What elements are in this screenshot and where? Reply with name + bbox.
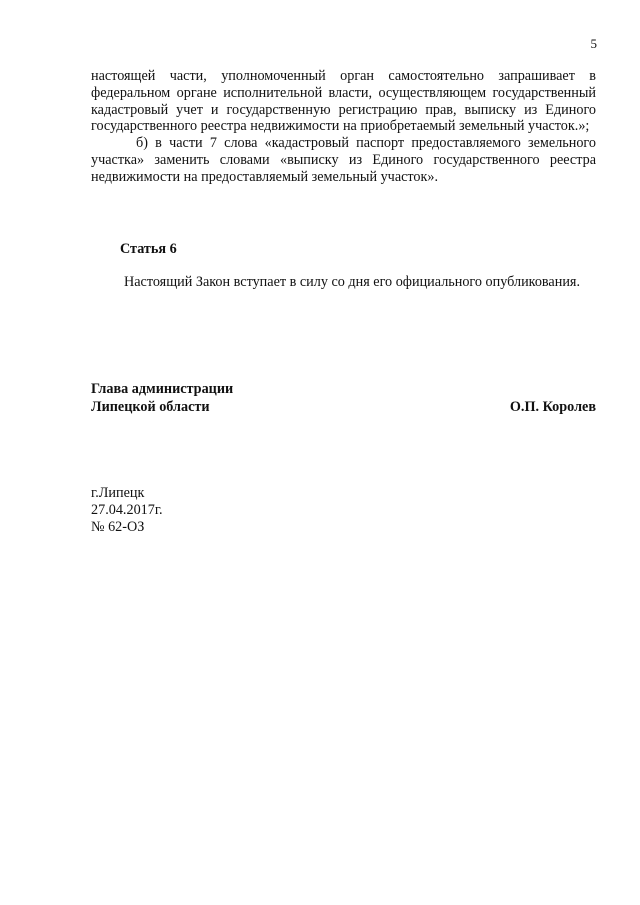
place-date-block bbox=[91, 485, 163, 536]
signature-block bbox=[91, 381, 596, 416]
document-number: № 62-ОЗ bbox=[91, 519, 145, 535]
place-city: г.Липецк bbox=[91, 485, 145, 501]
signature-name: О.П. Королев bbox=[509, 398, 596, 415]
document-date: 27.04.2017г. bbox=[91, 502, 163, 518]
article-body: Настоящий Закон вступает в силу со дня его официального опубликования. bbox=[124, 274, 580, 290]
continuation-paragraph: настоящей части, уполномоченный орган самостоятельно запрашивает в федеральном органе исполнительной власти, осуществляющем государственный кадастровый учет и государственную регистрацию прав, выписку из Единого государственного реестра недвижимости на приобретаемый земельный участок.»; bbox=[91, 68, 596, 135]
page-number: 5 bbox=[590, 36, 597, 51]
item-b-paragraph: б) в части 7 слова «кадастровый паспорт предоставляемого земельного участка» заменить словами «выписку из Единого государственного реестра недвижимости на предоставляемый земельный участок». bbox=[91, 135, 596, 185]
article-title: Статья 6 bbox=[120, 241, 177, 257]
signature-position-line1: Глава администрации bbox=[91, 381, 234, 397]
signature-position-line2: Липецкой области bbox=[91, 398, 210, 415]
amendment-text bbox=[91, 68, 596, 186]
